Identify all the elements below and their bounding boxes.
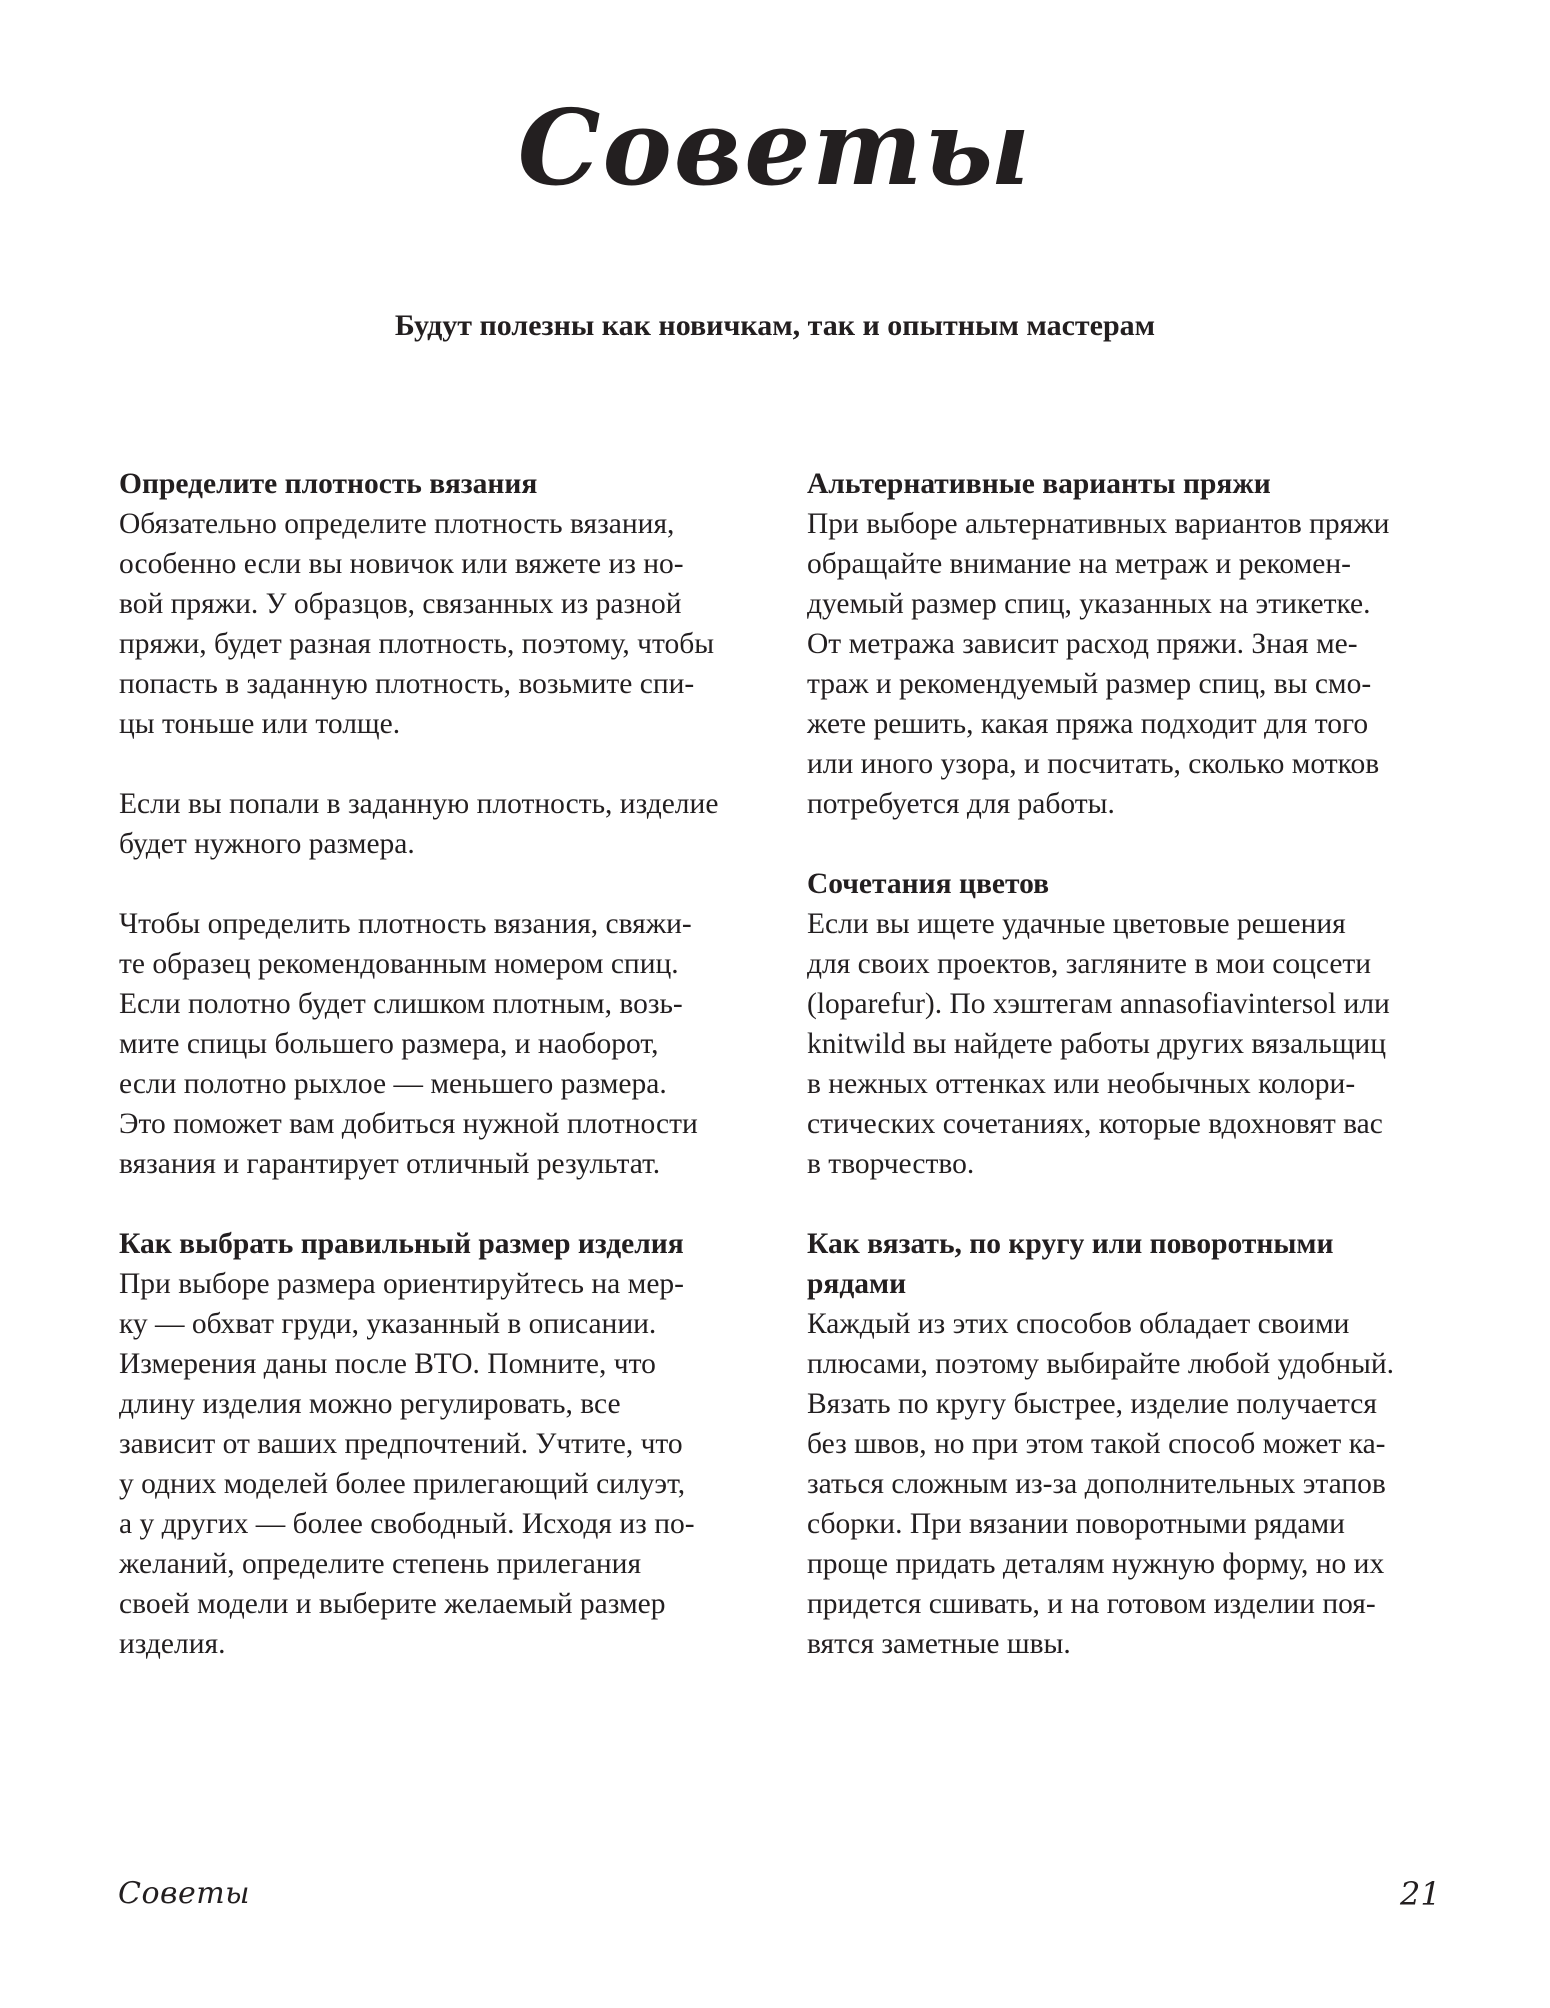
- text-line: будет нужного размера.: [119, 828, 415, 860]
- text-line: Чтобы определить плотность вязания, свяжи-: [119, 908, 692, 940]
- text-line: Измерения даны после ВТО. Помните, что: [119, 1348, 656, 1380]
- text-line: При выборе альтернативных вариантов пряжи: [807, 508, 1390, 540]
- text-line: придется сшивать, и на готовом изделии поя-: [807, 1588, 1376, 1620]
- page-title: Советы: [517, 86, 1033, 209]
- page-subtitle: Будут полезны как новичкам, так и опытным мастерам: [394, 309, 1156, 342]
- text-line: Каждый из этих способов обладает своими: [807, 1308, 1350, 1340]
- paragraph: [119, 1264, 769, 1664]
- text-line: мите спицы большего размера, и наоборот,: [119, 1028, 659, 1060]
- paragraph: [807, 904, 1457, 1184]
- section-knitting-method: [807, 1224, 1457, 1664]
- text-line: особенно если вы новичок или вяжете из но-: [119, 548, 684, 580]
- text-line: вязания и гарантирует отличный результат.: [119, 1148, 661, 1180]
- text-line: жете решить, какая пряжа подходит для того: [807, 708, 1369, 740]
- text-line: в творчество.: [807, 1148, 975, 1180]
- heading-line: Альтернативные варианты пряжи: [807, 468, 1271, 500]
- text-line: обращайте внимание на метраж и рекомен-: [807, 548, 1351, 580]
- text-line: попасть в заданную плотность, возьмите спи-: [119, 668, 695, 700]
- text-line: в нежных оттенках или необычных колори-: [807, 1068, 1356, 1100]
- section-size: [119, 1224, 769, 1664]
- text-line: своей модели и выберите желаемый размер: [119, 1588, 666, 1620]
- text-line: Обязательно определите плотность вязания,: [119, 508, 675, 540]
- footer-running-title: Советы: [118, 1876, 251, 1911]
- text-line: те образец рекомендованным номером спиц.: [119, 948, 679, 980]
- text-line: вятся заметные швы.: [807, 1628, 1071, 1660]
- section-heading: [807, 1224, 1457, 1304]
- text-line: заться сложным из-за дополнительных этапов: [807, 1468, 1386, 1500]
- text-line: проще придать деталям нужную форму, но их: [807, 1548, 1385, 1580]
- text-line: Если вы попали в заданную плотность, изделие: [119, 788, 719, 820]
- text-line: цы тоньше или толще.: [119, 708, 401, 740]
- text-line: для своих проектов, загляните в мои соцсети: [807, 948, 1372, 980]
- text-line: плюсами, поэтому выбирайте любой удобный.: [807, 1348, 1394, 1380]
- section-heading: [119, 464, 769, 504]
- text-line: При выборе размера ориентируйтесь на мер-: [119, 1268, 684, 1300]
- text-line: ку — обхват груди, указанный в описании.: [119, 1308, 657, 1340]
- text-line: сборки. При вязании поворотными рядами: [807, 1508, 1345, 1540]
- heading-line: Как выбрать правильный размер изделия: [119, 1228, 684, 1260]
- text-line: желаний, определите степень прилегания: [119, 1548, 642, 1580]
- text-line: Если полотно будет слишком плотным, возь-: [119, 988, 683, 1020]
- right-column: [807, 464, 1457, 1704]
- heading-line: Как вязать, по кругу или поворотными: [807, 1228, 1334, 1260]
- paragraph: [119, 904, 769, 1184]
- text-line: длину изделия можно регулировать, все: [119, 1388, 621, 1420]
- text-line: вой пряжи. У образцов, связанных из разной: [119, 588, 682, 620]
- text-line: или иного узора, и посчитать, сколько мотков: [807, 748, 1380, 780]
- text-line: если полотно рыхлое — меньшего размера.: [119, 1068, 667, 1100]
- heading-line: рядами: [807, 1268, 907, 1300]
- text-line: у одних моделей более прилегающий силуэт,: [119, 1468, 686, 1500]
- text-line: стических сочетаниях, которые вдохновят вас: [807, 1108, 1383, 1140]
- text-line: дуемый размер спиц, указанных на этикетке.: [807, 588, 1371, 620]
- section-gauge: [119, 464, 769, 1184]
- text-line: Это поможет вам добиться нужной плотности: [119, 1108, 698, 1140]
- section-heading: [807, 864, 1457, 904]
- text-line: пряжи, будет разная плотность, поэтому, чтобы: [119, 628, 715, 660]
- heading-line: Определите плотность вязания: [119, 468, 538, 500]
- section-heading: [119, 1224, 769, 1264]
- page-number: 21: [1400, 1875, 1441, 1913]
- text-line: Если вы ищете удачные цветовые решения: [807, 908, 1346, 940]
- paragraph: [119, 504, 769, 744]
- text-line: а у других — более свободный. Исходя из по-: [119, 1508, 695, 1540]
- heading-line: Сочетания цветов: [807, 868, 1050, 900]
- text-line: без швов, но при этом такой способ может ка-: [807, 1428, 1386, 1460]
- section-heading: [807, 464, 1457, 504]
- paragraph: [807, 504, 1457, 824]
- section-color-combinations: [807, 864, 1457, 1184]
- text-line: knitwild вы найдете работы других вязальщиц: [807, 1028, 1386, 1060]
- text-line: Вязать по кругу быстрее, изделие получается: [807, 1388, 1377, 1420]
- section-yarn-alternatives: [807, 464, 1457, 824]
- text-line: зависит от ваших предпочтений. Учтите, что: [119, 1428, 683, 1460]
- left-column: [119, 464, 769, 1704]
- paragraph: [807, 1304, 1457, 1664]
- paragraph: [119, 784, 769, 864]
- text-line: потребуется для работы.: [807, 788, 1115, 820]
- text-line: (loparefur). По хэштегам annasofiavintersol или: [807, 988, 1390, 1020]
- text-line: От метража зависит расход пряжи. Зная ме-: [807, 628, 1358, 660]
- text-line: траж и рекомендуемый размер спиц, вы смо-: [807, 668, 1372, 700]
- text-line: изделия.: [119, 1628, 226, 1660]
